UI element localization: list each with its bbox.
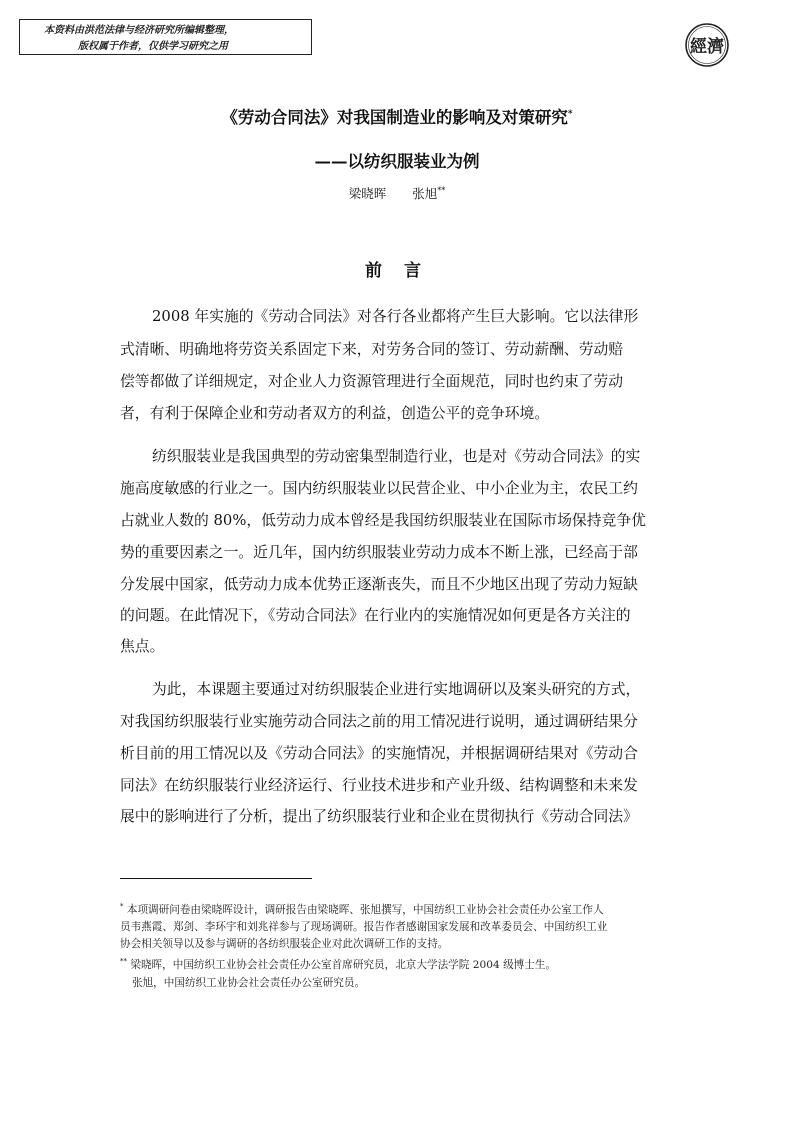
document-subtitle: ——以纺织服装业为例 — [314, 152, 480, 171]
paragraph-line: 2008 年实施的《劳动合同法》对各行各业都将产生巨大影响。它以法律形 — [152, 308, 639, 325]
paragraph-line: 展中的影响进行了分析，提出了纺织服装行业和企业在贯彻执行《劳动合同法》 — [120, 808, 638, 825]
paragraph-line: 析目前的用工情况以及《劳动合同法》的实施情况，并根据调研结果对《劳动合 — [120, 745, 638, 762]
paragraph-line: 势的重要因素之一。近几年，国内纺织服装业劳动力成本不断上涨，已经高于部 — [120, 544, 638, 561]
document-title: 《劳动合同法》对我国制造业的影响及对策研究* — [221, 108, 573, 127]
author-line — [0, 184, 794, 202]
seal-logo-icon — [684, 22, 730, 68]
paragraph-line: 的问题。在此情况下，《劳动合同法》在行业内的实施情况如何更是各方关注的 — [120, 607, 631, 624]
paragraph-line: 为此，本课题主要通过对纺织服装企业进行实地调研以及案头研究的方式， — [152, 681, 641, 698]
author-footnote-mark: ** — [437, 185, 446, 195]
author-name: 梁晓晖 — [348, 186, 387, 201]
footnote-mark: ** — [120, 957, 127, 966]
paragraph-line: 施高度敏感的行业之一。国内纺织服装业以民营企业、中小企业为主，农民工约 — [120, 480, 638, 497]
svg-text:經濟: 經濟 — [690, 37, 724, 57]
paragraph-line: 纺织服装业是我国典型的劳动密集型制造行业，也是对《劳动合同法》的实 — [152, 448, 641, 465]
copyright-notice-line: 版权属于作者，仅供学习研究之用 — [78, 41, 228, 52]
footnote-line: 张旭，中国纺织工业协会社会责任办公室研究员。 — [132, 977, 366, 989]
footnote-separator — [120, 878, 312, 879]
footnote-line: ** 梁晓晖，中国纺织工业协会社会责任办公室首席研究员，北京大学法学院 2004 级博士生。 — [120, 957, 557, 971]
footnote-line: * 本项调研问卷由梁晓晖设计，调研报告由梁晓晖、张旭撰写，中国纺织工业协会社会责任办公室工作人 — [120, 902, 604, 916]
copyright-notice-line: 本资料由洪范法律与经济研究所编辑整理， — [44, 25, 234, 36]
paragraph-line: 焦点。 — [120, 638, 165, 655]
footnote-mark: * — [120, 902, 124, 911]
paragraph-line: 偿等都做了详细规定，对企业人力资源管理进行全面规范，同时也约束了劳动 — [120, 373, 624, 390]
paragraph-line: 同法》在纺织服装行业经济运行、行业技术进步和产业升级、结构调整和未来发 — [120, 777, 638, 794]
paragraph-line: 占就业人数的 80%，低劳动力成本曾经是我国纺织服装业在国际市场保持竞争优 — [120, 512, 646, 529]
footnote-line: 员韦燕霞、郑剑、李环宇和刘兆祥参与了现场调研。报告作者感谢国家发展和改革委员会、中国纺织工业 — [120, 921, 608, 933]
title-footnote-mark: * — [567, 109, 573, 120]
paragraph-line: 式清晰、明确地将劳资关系固定下来，对劳务合同的签订、劳动薪酬、劳动赔 — [120, 341, 624, 358]
copyright-notice-box — [19, 19, 312, 55]
paragraph-line: 分发展中国家，低劳动力成本优势正逐渐丧失，而且不少地区出现了劳动力短缺 — [120, 576, 638, 593]
footnote-line: 协会相关领导以及参与调研的各纺织服装企业对此次调研工作的支持。 — [120, 938, 449, 950]
paragraph-line: 对我国纺织服装行业实施劳动合同法之前的用工情况进行说明，通过调研结果分 — [120, 713, 638, 730]
section-heading: 前 言 — [365, 261, 429, 281]
author-name: 张旭 — [412, 186, 438, 201]
paragraph-line: 者，有利于保障企业和劳动者双方的利益，创造公平的竞争环境。 — [120, 405, 550, 422]
